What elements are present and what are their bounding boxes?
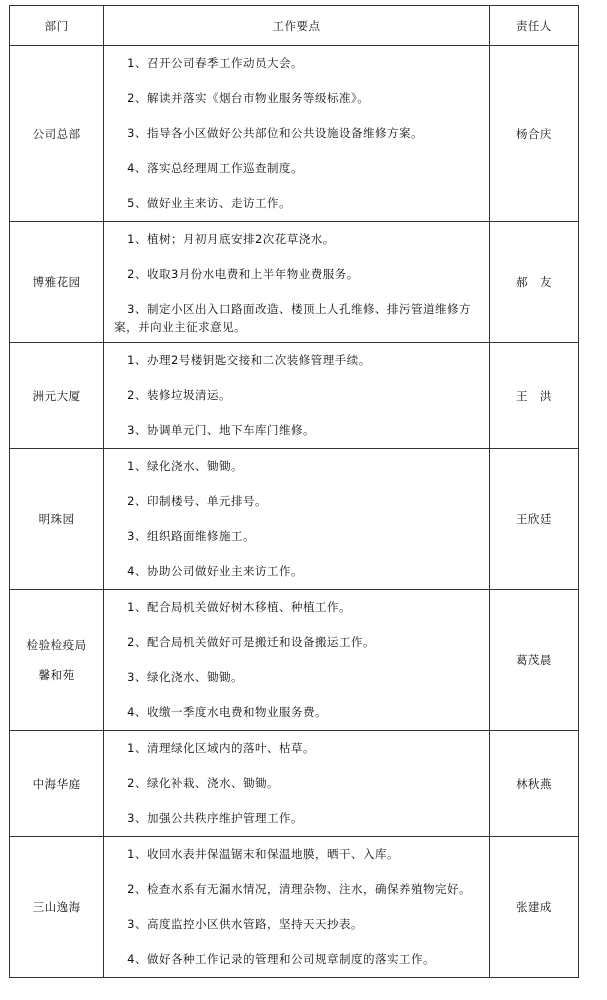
table-row <box>10 731 579 837</box>
table-row <box>10 46 579 222</box>
header-tasks: 工作要点 <box>104 6 490 46</box>
tasks-cell <box>104 837 490 978</box>
tasks-cell <box>104 222 490 343</box>
table-row <box>10 590 579 731</box>
owner-cell: 林秋燕 <box>489 731 578 837</box>
task-item: 1、召开公司春季工作动员大会。 <box>127 56 303 70</box>
dept-cell: 洲元大厦 <box>10 343 104 449</box>
header-owner: 责任人 <box>489 6 578 46</box>
dept-cell: 明珠园 <box>10 449 104 590</box>
task-item: 4、协助公司做好业主来访工作。 <box>127 564 303 578</box>
task-item: 4、收缴一季度水电费和物业服务费。 <box>127 705 327 719</box>
owner-cell: 葛茂晨 <box>489 590 578 731</box>
task-item: 2、配合局机关做好可是搬迁和设备搬运工作。 <box>127 635 375 649</box>
dept-cell: 公司总部 <box>10 46 104 222</box>
dept-cell: 三山逸海 <box>10 837 104 978</box>
owner-cell: 王欣廷 <box>489 449 578 590</box>
task-item: 2、检查水系有无漏水情况，清理杂物、注水，确保养殖物完好。 <box>127 882 471 896</box>
task-item: 1、办理2号楼钥匙交接和二次装修管理手续。 <box>127 353 371 367</box>
task-item: 5、做好业主来访、走访工作。 <box>127 196 291 210</box>
tasks-cell <box>104 343 490 449</box>
task-item: 3、指导各小区做好公共部位和公共设施设备维修方案。 <box>127 126 423 140</box>
owner-cell: 杨合庆 <box>489 46 578 222</box>
table-row <box>10 837 579 978</box>
table-row <box>10 222 579 343</box>
tasks-cell <box>104 731 490 837</box>
task-item: 1、配合局机关做好树木移植、种植工作。 <box>127 600 351 614</box>
dept-cell: 中海华庭 <box>10 731 104 837</box>
task-item: 3、加强公共秩序维护管理工作。 <box>127 811 303 825</box>
task-item: 1、绿化浇水、锄锄。 <box>127 459 243 473</box>
task-item: 3、制定小区出入口路面改造、楼顶上人孔维修、排污管道维修方案，并向业主征求意见。 <box>114 302 471 334</box>
task-item: 2、装修垃圾清运。 <box>127 388 231 402</box>
task-item: 3、组织路面维修施工。 <box>127 529 255 543</box>
tasks-cell <box>104 449 490 590</box>
owner-cell: 郝 友 <box>489 222 578 343</box>
task-item: 4、做好各种工作记录的管理和公司规章制度的落实工作。 <box>127 952 435 966</box>
task-item: 2、印制楼号、单元排号。 <box>127 494 267 508</box>
table-row <box>10 343 579 449</box>
task-item: 3、高度监控小区供水管路，坚持天天抄表。 <box>127 917 363 931</box>
task-item: 2、收取3月份水电费和上半年物业费服务。 <box>127 267 359 281</box>
tasks-cell <box>104 46 490 222</box>
task-item: 3、绿化浇水、锄锄。 <box>127 670 243 684</box>
header-dept: 部门 <box>10 6 104 46</box>
work-plan-table <box>9 5 579 978</box>
table-header-row <box>10 6 579 46</box>
task-item: 1、植树；月初月底安排2次花草浇水。 <box>127 232 335 246</box>
tasks-cell <box>104 590 490 731</box>
task-item: 1、清理绿化区域内的落叶、枯草。 <box>127 741 315 755</box>
task-item: 2、解读并落实《烟台市物业服务等级标准》。 <box>127 91 370 105</box>
task-item: 2、绿化补栽、浇水、锄锄。 <box>127 776 279 790</box>
dept-cell: 博雅花园 <box>10 222 104 343</box>
dept-cell: 检验检疫局 馨和苑 <box>10 590 104 731</box>
table-row <box>10 449 579 590</box>
task-item: 3、协调单元门、地下车库门维修。 <box>127 423 315 437</box>
owner-cell: 张建成 <box>489 837 578 978</box>
task-item: 4、落实总经理周工作巡查制度。 <box>127 161 303 175</box>
task-item: 1、收回水表井保温锯末和保温地膜，晒干、入库。 <box>127 847 399 861</box>
owner-cell: 王 洪 <box>489 343 578 449</box>
